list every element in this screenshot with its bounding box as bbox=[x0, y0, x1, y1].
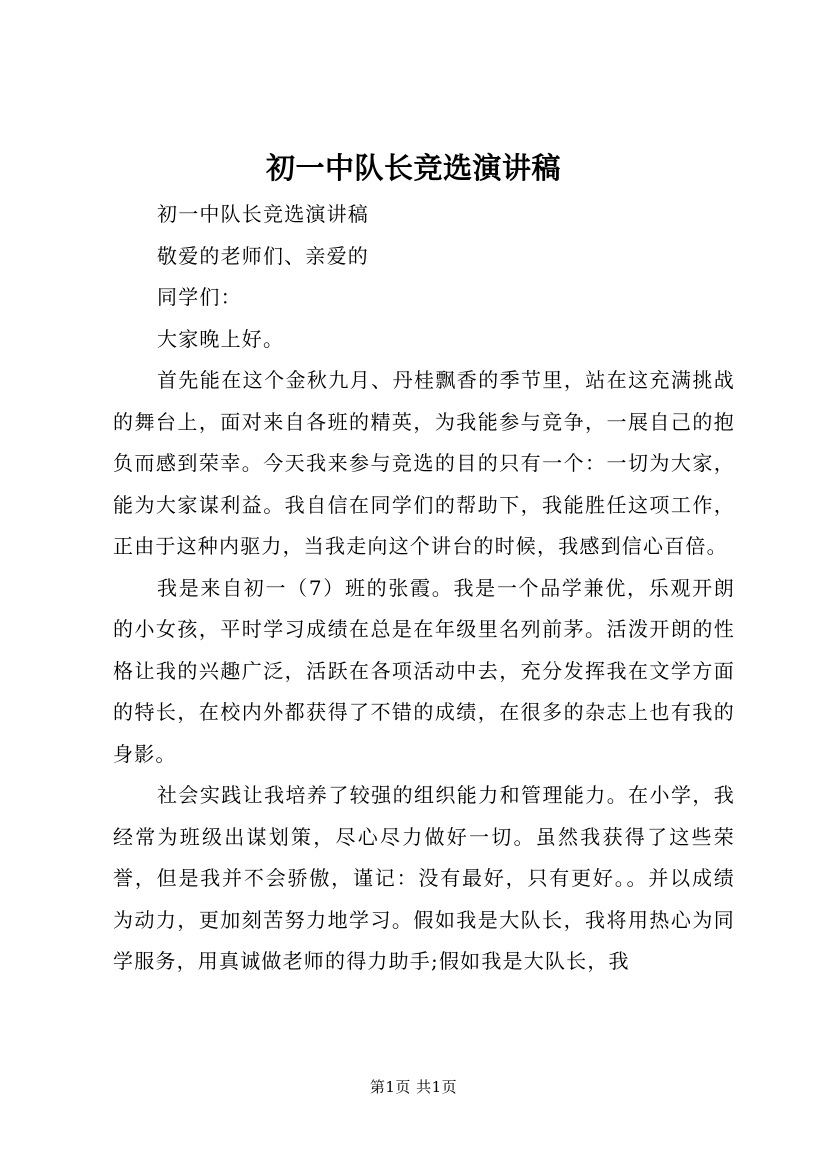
document-title: 初一中队长竞选演讲稿 bbox=[265, 151, 561, 185]
paragraph-subtitle: 初一中队长竞选演讲稿 bbox=[157, 202, 369, 226]
paragraph-self-intro: 我是来自初一（7）班的张霞。我是一个品学兼优，乐观开朗的小女孩，平时学习成绩在总是在年级里名列前茅。活泼开朗的性格让我的兴趣广泛，活跃在各项活动中去，充分发挥我在文学方面的特长，在校内外都获得了不错的成绩，在很多的杂志上也有我的身影。 bbox=[113, 575, 735, 766]
document-body bbox=[113, 194, 735, 983]
page-footer: 第1页 共1页 bbox=[369, 1078, 458, 1096]
paragraph-intro: 首先能在这个金秋九月、丹桂飘香的季节里，站在这充满挑战的舞台上，面对来自各班的精英，为我能参与竞争，一展自己的抱负而感到荣幸。今天我来参与竞选的目的只有一个：一切为大家，能为大家谋利益。我自信在同学们的帮助下，我能胜任这项工作，正由于这种内驱力，当我走向这个讲台的时候，我感到信心百倍。 bbox=[113, 368, 735, 558]
paragraph-abilities: 社会实践让我培养了较强的组织能力和管理能力。在小学，我经常为班级出谋划策，尽心尽力做好一切。虽然我获得了这些荣誉，但是我并不会骄傲，谨记：没有最好，只有更好。。并以成绩为动力，更加刻苦努力地学习。假如我是大队长，我将用热心为同学服务，用真诚做老师的得力助手;假如我是大队长，我 bbox=[113, 783, 735, 973]
paragraph-greeting: 大家晚上好。 bbox=[157, 326, 285, 351]
paragraph-salutation: 敬爱的老师们、亲爱的 bbox=[157, 243, 369, 268]
paragraph-salutation-cont: 同学们： bbox=[157, 285, 242, 309]
